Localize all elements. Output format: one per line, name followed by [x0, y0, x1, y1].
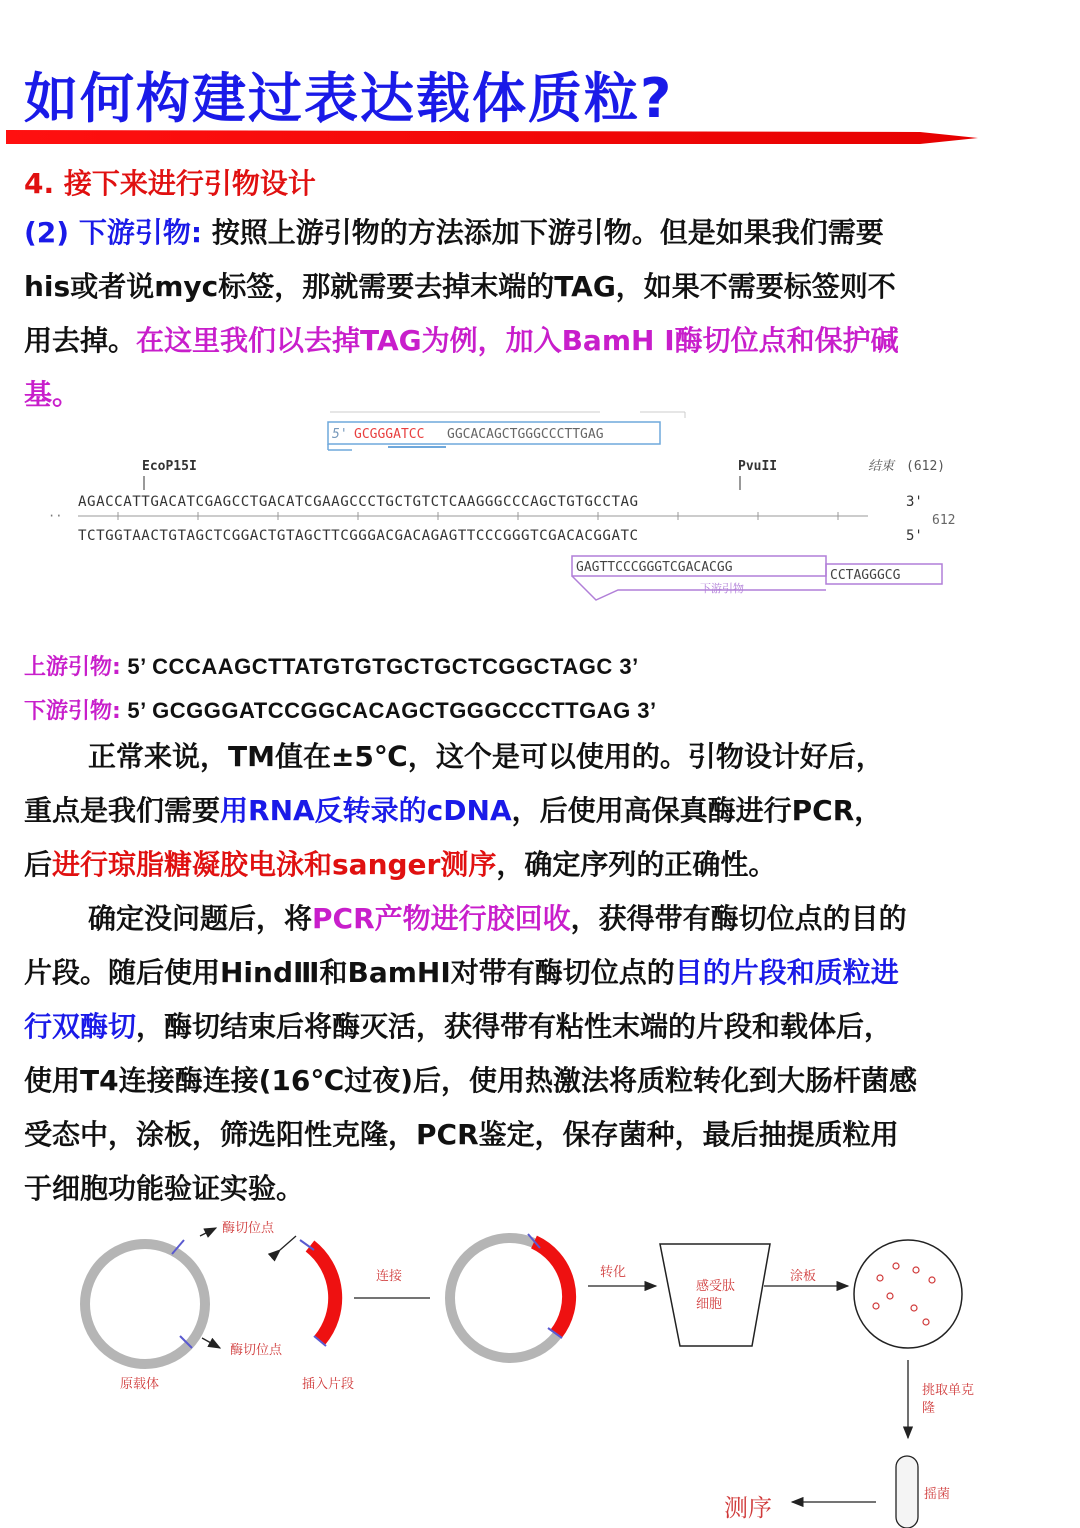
petri-dish	[854, 1240, 962, 1348]
plating-label: 涂板	[790, 1269, 817, 1284]
sequence-alignment-figure	[40, 406, 980, 606]
upstream-primer-line	[24, 650, 639, 681]
competent-label-1: 感受肽	[696, 1279, 736, 1294]
site-ecop15i: EcoP15I	[142, 459, 197, 474]
para1-line3-highlight: 在这里我们以去掉TAG为例，加入BamH Ⅰ酶切位点和保护碱	[136, 324, 899, 357]
top-strand: AGACCATTGACATCGAGCCTGACATCGAAGCCCTGCTGTCTCAAGGGCCCAGCTGTGCCTAG	[78, 494, 639, 510]
ligation-label: 连接	[376, 1269, 403, 1284]
para2-line3-a: 后	[24, 848, 53, 881]
upstream-primer-seq: 5’ CCCAAGCTTATGTGTGCTGCTCGGCTAGC 3’	[120, 654, 639, 679]
reverse-primer-tail: CCTAGGGCG	[830, 568, 901, 583]
paragraph-downstream-primer	[24, 206, 1064, 422]
para3-line1-b: PCR产物进行胶回收	[312, 902, 571, 935]
bottom-strand-end: 5'	[906, 528, 923, 544]
paragraph-cloning	[24, 892, 1064, 1216]
para3-line3-b: ，酶切结束后将酶灭活，获得带有粘性末端的片段和载体后，	[136, 1010, 893, 1043]
original-vector-label: 原载体	[120, 1377, 160, 1392]
para3-line5: 受态中，涂板，筛选阳性克隆，PCR鉴定，保存菌种，最后抽提质粒用	[24, 1118, 899, 1151]
cloning-workflow-diagram	[0, 1210, 1080, 1528]
para1-line4-highlight: 基。	[24, 378, 81, 411]
insert-fragment-label: 插入片段	[302, 1377, 355, 1392]
step-heading: 4. 接下来进行引物设计	[24, 167, 316, 200]
bacterial-colonies	[873, 1263, 935, 1325]
reverse-primer-seq: GAGTTCCCGGGTCGACACGG	[576, 560, 733, 575]
para2-line3-c: ，确定序列的正确性。	[496, 848, 777, 881]
sequencing-label: 测序	[724, 1494, 772, 1522]
left-dots: ··	[48, 509, 63, 523]
bottom-strand: TCTGGTAACTGTAGCTCGGACTGTAGCTTCGGGACGACAGAGTTCCCGGGTCGACACGGATC	[78, 528, 639, 544]
shaking-tube	[896, 1456, 918, 1528]
para3-line2-b: 目的片段和质粒进	[674, 956, 899, 989]
competent-cells-tube	[660, 1244, 770, 1346]
para2-line2-a: 重点是我们需要	[24, 794, 221, 827]
site-top-label: 酶切位点	[222, 1221, 275, 1236]
para2-line2-b: 用RNA反转录的cDNA	[220, 794, 512, 827]
pick-clone-label-2: 隆	[922, 1401, 936, 1416]
downstream-primer-label-2: 下游引物:	[24, 699, 121, 724]
primer-box-prefix: 5'	[332, 427, 348, 442]
end-label: 结束	[868, 459, 895, 474]
para2-line2-c: ，后使用高保真酶进行PCR，	[511, 794, 883, 827]
top-strand-end: 3'	[906, 494, 923, 510]
site-bottom-label: 酶切位点	[230, 1343, 283, 1358]
transformation-label: 转化	[600, 1265, 627, 1280]
para2-line1: 正常来说，TM值在±5℃，这个是可以使用的。引物设计好后，	[88, 740, 884, 773]
page-title: 如何构建过表达载体质粒?	[24, 67, 674, 130]
paragraph-verification	[24, 730, 1064, 892]
primer-box-rest: GGCACAGCTGGGCCCTTGAG	[447, 427, 604, 442]
para1-text: 按照上游引物的方法添加下游引物。但是如果我们需要	[202, 216, 884, 249]
para3-line2-a: 片段。随后使用HindⅢ和BamHⅠ对带有酶切位点的	[24, 956, 675, 989]
pick-clone-label-1: 挑取单克	[922, 1383, 975, 1398]
original-vector-circle	[85, 1244, 205, 1364]
recombinant-insert-arc	[534, 1242, 569, 1334]
site-pvuii: PvuII	[738, 459, 778, 474]
para3-line3-a: 行双酶切	[24, 1010, 137, 1043]
para3-line1-c: ，获得带有酶切位点的目的	[570, 902, 907, 935]
downstream-primer-seq: 5’ GCGGGATCCGGCACAGCTGGGCCCTTGAG 3’	[120, 698, 657, 723]
para1-line2: his或者说myc标签，那就需要去掉末端的TAG，如果不需要标签则不	[24, 270, 896, 303]
para3-line1-a: 确定没问题后，将	[88, 902, 313, 935]
para3-line4: 使用T4连接酶连接(16℃过夜)后，使用热激法将质粒转化到大肠杆菌感	[24, 1064, 918, 1097]
right-number: 612	[932, 513, 956, 528]
insert-fragment-arc	[310, 1246, 335, 1340]
primer-box-red: GCGGGATCC	[354, 427, 425, 442]
downstream-primer-line	[24, 694, 657, 725]
para1-line3-plain: 用去掉。	[24, 324, 137, 357]
shaking-label: 摇菌	[924, 1487, 951, 1502]
end-number: (612)	[906, 459, 946, 474]
para2-line3-b: 进行琼脂糖凝胶电泳和sanger测序	[52, 848, 497, 881]
para3-line6: 于细胞功能验证实验。	[24, 1172, 305, 1205]
competent-label-2: 细胞	[696, 1297, 723, 1312]
title-underline-arrow	[0, 120, 1000, 150]
reverse-primer-label: 下游引物	[700, 582, 744, 595]
downstream-primer-label: (2) 下游引物:	[24, 216, 203, 249]
upstream-primer-label: 上游引物:	[24, 655, 121, 680]
